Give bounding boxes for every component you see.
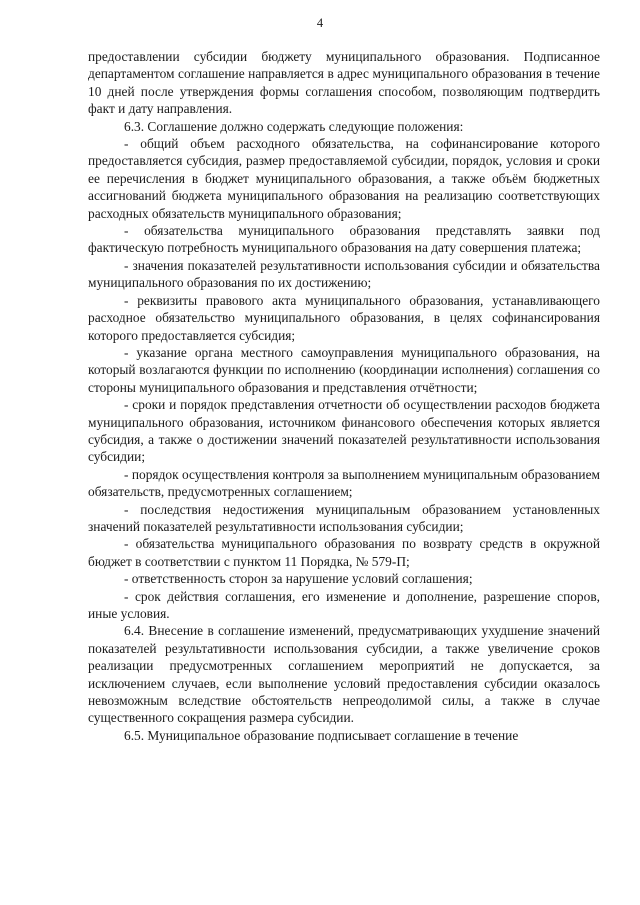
paragraph: - общий объем расходного обязательства, на софинансирование которого предоставляется субсидия, размер предоставляемой субсидии, порядок, условия и сроки ее перечисления в бюджет муниципального образования, а также объём бюджетных ассигнований бюджета муниципального образования на реализацию соответствующих расходных обязательств муниципального образования; [88,136,600,221]
paragraph: - срок действия соглашения, его изменение и дополнение, разрешение споров, иные условия. [88,588,600,621]
paragraph: - указание органа местного самоуправления муниципального образования, на который возлагаются функции по исполнению (координации исполнения) соглашения со стороны муниципального образования и представления отчётности; [88,344,600,395]
paragraph: 6.3. Соглашение должно содержать следующие положения: [124,118,464,134]
document-body [88,48,600,744]
paragraph: - значения показателей результативности использования субсидии и обязательства муниципального образования по их достижению; [88,257,600,291]
paragraph: - порядок осуществления контроля за выполнением муниципальным образованием обязательств, предусмотренных соглашением; [88,466,600,500]
paragraph: - обязательства муниципального образования представлять заявки под фактическую потребность муниципального образования на дату совершения платежа; [88,223,600,256]
paragraph: - сроки и порядок представления отчетности об осуществлении расходов бюджета муниципального образования, источником финансового обеспечения которых является субсидия, а также о достижении значений показателей результативности использования субсидии; [88,397,600,465]
paragraph: - последствия недостижения муниципальным образованием установленных значений показателей результативности использования субсидии; [88,501,600,534]
paragraph: 6.4. Внесение в соглашение изменений, предусматривающих ухудшение значений показателей результативности использования субсидии, а также увеличение сроков реализации предусмотренных соглашением мероприятий не допускается, за исключением случаев, если выполнение условий предоставления субсидии оказалось невозможным вследствие обстоятельств непреодолимой силы, а также в случае существенного сокращения размера субсидии. [88,623,600,726]
paragraph: 6.5. Муниципальное образование подписывает соглашение в течение [124,727,519,743]
page-number: 4 [316,16,324,30]
paragraph: предоставлении субсидии бюджету муниципального образования. Подписанное департаментом соглашение направляется в адрес муниципального образования в течение 10 дней после утверждения формы соглашения способом, позволяющим подтвердить факт и дату направления. [88,49,600,117]
paragraph: - обязательства муниципального образования по возврату средств в окружной бюджет в соответствии с пунктом 11 Порядка, № 579-П; [88,536,600,569]
paragraph: - ответственность сторон за нарушение условий соглашения; [124,571,473,587]
paragraph: - реквизиты правового акта муниципального образования, устанавливающего расходное обязательство муниципального образования, в целях софинансирования которого предоставляется субсидия; [88,292,600,343]
